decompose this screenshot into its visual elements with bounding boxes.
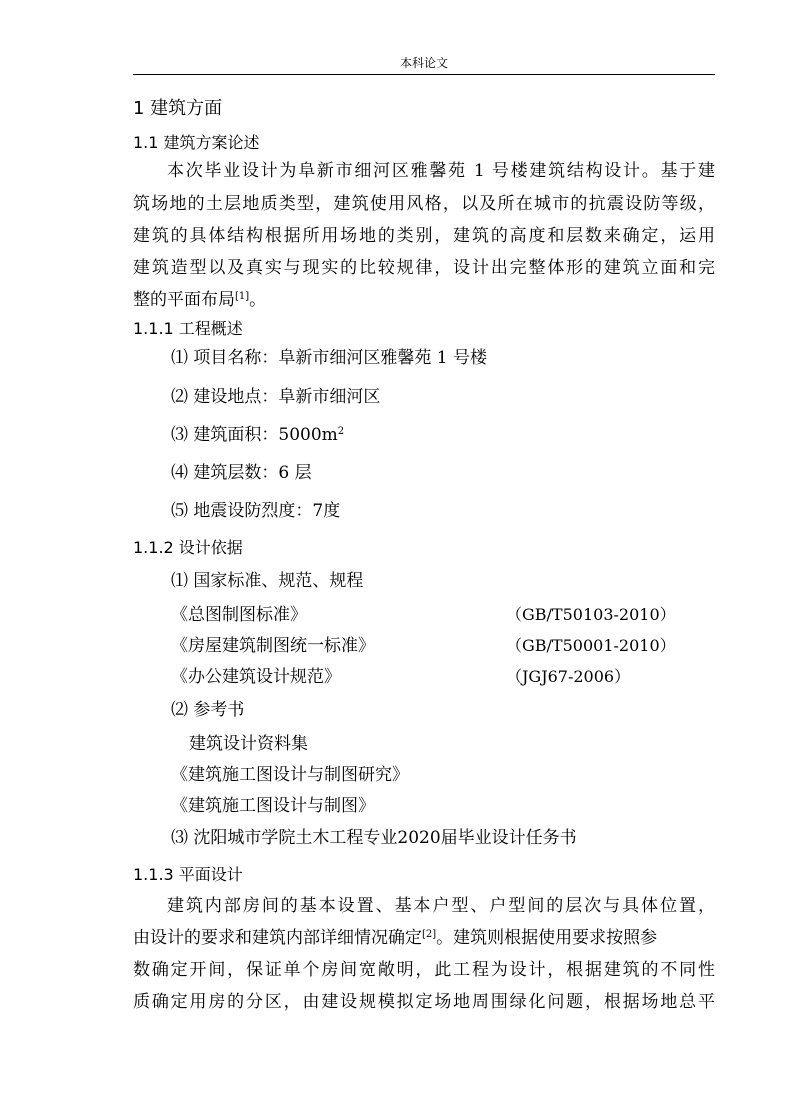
para-line-5 bbox=[133, 289, 266, 311]
overview-item-3 bbox=[171, 424, 344, 446]
plan-para-line-4: 质确定用房的分区，由建设规模拟定场地周围绿化问题，根据场地总平 bbox=[133, 992, 715, 1012]
section-1-1-3-heading: 1.1.3 平面设计 bbox=[133, 865, 243, 884]
para-line-2: 筑场地的土层地质类型，建筑使用风格，以及所在城市的抗震设防等级， bbox=[133, 194, 715, 214]
standard-title: 《办公建筑设计规范》 bbox=[171, 667, 341, 687]
basis-item-1: ⑴ 国家标准、规范、规程 bbox=[171, 571, 364, 591]
overview-item-4: ⑷ 建筑层数：6 层 bbox=[171, 463, 312, 483]
reference-book: 《建筑施工图设计与制图研究》 bbox=[171, 765, 409, 785]
para-line-1: 本次毕业设计为阜新市细河区雅馨苑 1 号楼建筑结构设计。基于建 bbox=[167, 161, 715, 181]
overview-item-3-text: ⑶ 建筑面积：5000m bbox=[171, 425, 338, 445]
para-line-5-end: 。 bbox=[249, 290, 267, 310]
standard-title: 《总图制图标准》 bbox=[171, 605, 307, 625]
reference-book: 建筑设计资料集 bbox=[189, 734, 308, 754]
section-1-1-1-heading: 1.1.1 工程概述 bbox=[133, 319, 243, 338]
para-line-5-text: 整的平面布局 bbox=[133, 290, 235, 310]
basis-item-2: ⑵ 参考书 bbox=[171, 700, 245, 720]
basis-item-3: ⑶ 沈阳城市学院土木工程专业2020届毕业设计任务书 bbox=[171, 828, 577, 848]
para-line-3: 建筑的具体结构根据所用场地的类别，建筑的高度和层数来确定，运用 bbox=[133, 226, 715, 246]
standard-code: （JGJ67-2006） bbox=[506, 667, 631, 686]
page-header: 本科论文 bbox=[399, 56, 448, 70]
citation-1: [1] bbox=[235, 291, 250, 302]
overview-item-2: ⑵ 建设地点：阜新市细河区 bbox=[171, 387, 381, 407]
section-1-1-heading: 1.1 建筑方案论述 bbox=[133, 133, 260, 152]
standard-code: （GB/T50103-2010） bbox=[506, 605, 676, 624]
citation-2: [2] bbox=[422, 929, 437, 940]
plan-para-line-1: 建筑内部房间的基本设置、基本户型、户型间的层次与具体位置， bbox=[167, 896, 715, 916]
plan-para-line-3: 数确定开间，保证单个房间宽敞明，此工程为设计，根据建筑的不同性 bbox=[133, 960, 715, 980]
overview-item-1: ⑴ 项目名称：阜新市细河区雅馨苑 1 号楼 bbox=[171, 348, 488, 368]
standard-code: （GB/T50001-2010） bbox=[506, 636, 676, 655]
para-line-4: 建筑造型以及真实与现实的比较规律，设计出完整体形的建筑立面和完 bbox=[133, 258, 715, 278]
overview-item-5: ⑸ 地震设防烈度：7度 bbox=[171, 501, 341, 521]
header-rule bbox=[133, 74, 715, 75]
reference-book: 《建筑施工图设计与制图》 bbox=[171, 796, 375, 816]
plan-para-line-2 bbox=[133, 927, 715, 949]
section-1-heading: 1 建筑方面 bbox=[133, 98, 223, 119]
area-unit-superscript: 2 bbox=[337, 426, 345, 437]
plan-para-line-2-a: 由设计的要求和建筑内部详细情况确定 bbox=[133, 928, 422, 948]
plan-para-line-2-b: 。建筑则根据使用要求按照参 bbox=[436, 928, 658, 948]
standard-title: 《房屋建筑制图统一标准》 bbox=[171, 636, 375, 656]
section-1-1-2-heading: 1.1.2 设计依据 bbox=[133, 538, 243, 557]
